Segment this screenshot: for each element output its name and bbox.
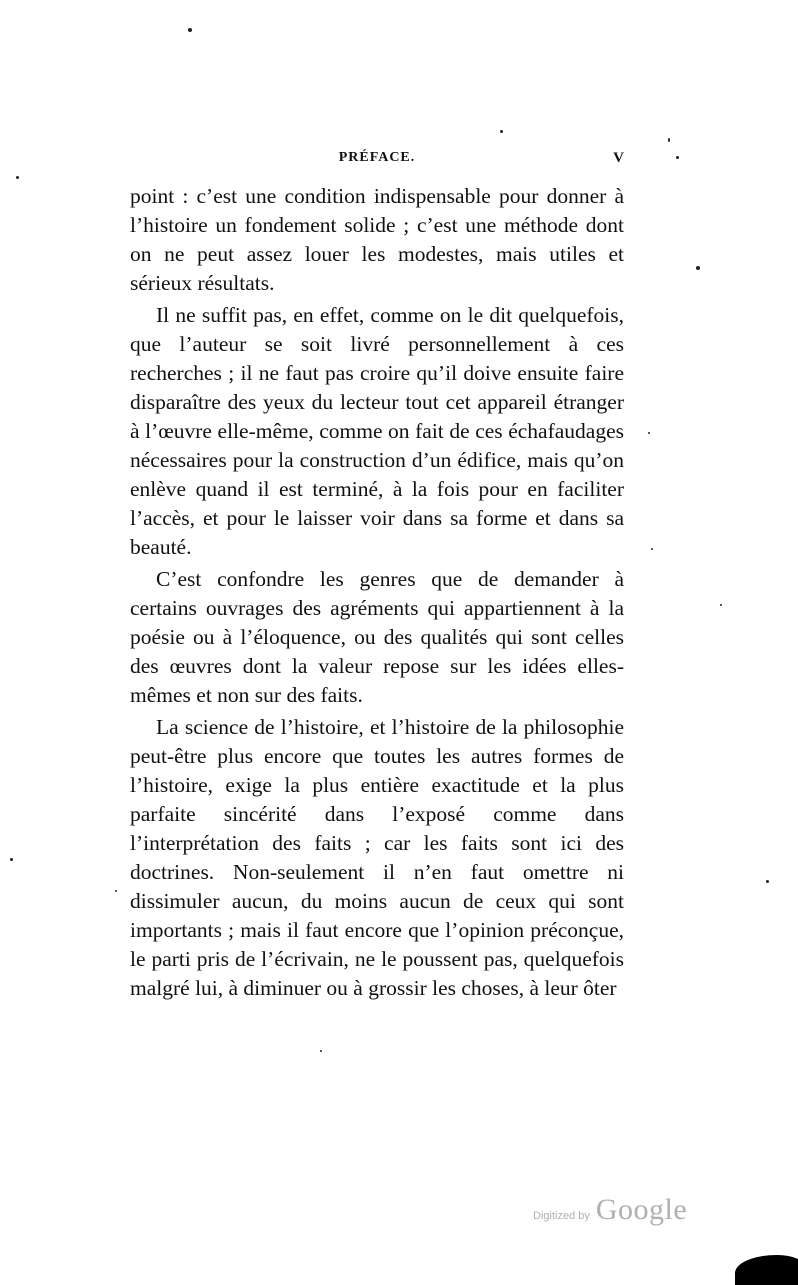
- scan-speck: [648, 432, 650, 434]
- scan-speck: [651, 548, 653, 550]
- running-title: PRÉFACE.: [338, 150, 416, 165]
- scan-speck: [188, 28, 192, 32]
- scan-speck: [696, 266, 700, 270]
- page-number: V: [613, 150, 624, 166]
- scan-speck: [320, 1050, 322, 1052]
- paragraph-1: point : c’est une condition indispensable pour donner à l’histoire un fondement solide ; c’est une méthode dont on ne peut assez louer les modestes, mais utiles et sérieux résultats.: [130, 184, 624, 295]
- watermark-brand: Google: [595, 1193, 688, 1226]
- scan-speck: [16, 176, 19, 179]
- body-text: [130, 182, 624, 1006]
- paragraph-4: La science de l’histoire, et l’histoire de la philosophie peut-être plus encore que toutes les autres formes de l’histoire, exige la plus entière exactitude et la plus parfaite sincérité dans l’exposé comme dans l’interprétation des faits ; car les faits sont ici des doctrines. Non-seulement il n’en faut omettre ni dissimuler aucun, du moins aucun de ceux qui sont importants ; mais il faut encore que l’opinion préconçue, le parti pris de l’écrivain, ne le poussent pas, quelquefois malgré lui, à diminuer ou à grossir les choses, à leur ôter: [130, 715, 624, 1000]
- scan-speck: [500, 130, 503, 133]
- digitized-watermark: [533, 1193, 687, 1227]
- scan-speck: [720, 604, 722, 606]
- scan-speck: [115, 890, 117, 892]
- scan-speck: [676, 156, 679, 159]
- paragraph-2: Il ne suffit pas, en effet, comme on le dit quelquefois, que l’auteur se soit livré personnellement à ces recherches ; il ne faut pas croire qu’il doive ensuite faire disparaître des yeux du lecteur tout cet appareil étranger à l’œuvre elle-même, comme on fait de ces échafaudages nécessaires pour la construction d’un édifice, mais qu’on enlève quand il est terminé, à la fois pour en faciliter l’accès, et pour le laisser voir dans sa forme et dans sa beauté.: [130, 303, 624, 559]
- scan-speck: [668, 138, 670, 142]
- paragraph-3: C’est confondre les genres que de demander à certains ouvrages des agréments qui appartiennent à la poésie ou à l’éloquence, ou des qualités qui sont celles des œuvres dont la valeur repose sur les idées elles-mêmes et non sur des faits.: [130, 567, 624, 707]
- scan-speck: [766, 880, 769, 883]
- watermark-prefix: Digitized by: [533, 1210, 590, 1222]
- running-head: [130, 150, 624, 172]
- scan-speck: [10, 858, 13, 861]
